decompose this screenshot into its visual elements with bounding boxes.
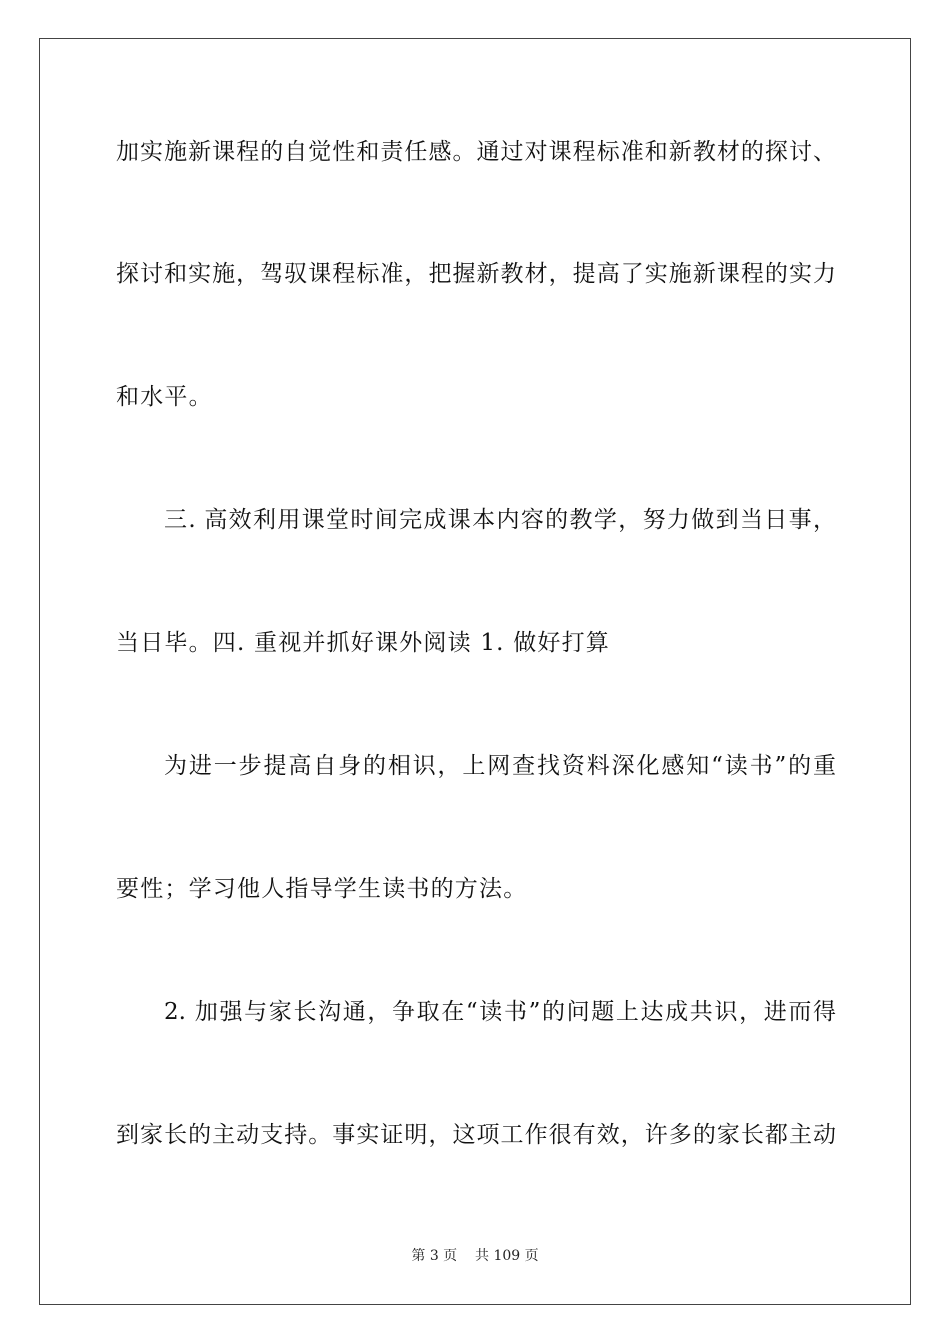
body-line-5: 当日毕。四. 重视并抓好课外阅读 1. 做好打算 — [116, 630, 610, 656]
page-total: 共 109 页 — [475, 1248, 539, 1264]
body-line-9: 到家长的主动支持。事实证明，这项工作很有效，许多的家长都主动 — [116, 1122, 836, 1148]
body-line-6: 为进一步提高自身的相识，上网查找资料深化感知“读书”的重 — [164, 753, 836, 779]
body-line-3: 和水平。 — [116, 384, 213, 410]
page-border — [39, 38, 911, 1305]
page-footer — [0, 1246, 950, 1266]
body-line-1: 加实施新课程的自觉性和责任感。通过对课程标准和新教材的探讨、 — [116, 139, 836, 165]
body-line-7: 要性；学习他人指导学生读书的方法。 — [116, 876, 528, 902]
page-number: 第 3 页 — [411, 1248, 458, 1264]
body-line-4: 三. 高效利用课堂时间完成课本内容的教学，努力做到当日事， — [164, 507, 836, 533]
body-line-8: 2. 加强与家长沟通，争取在“读书”的问题上达成共识，进而得 — [164, 999, 836, 1025]
body-line-2: 探讨和实施，驾驭课程标准，把握新教材，提高了实施新课程的实力 — [116, 261, 836, 287]
